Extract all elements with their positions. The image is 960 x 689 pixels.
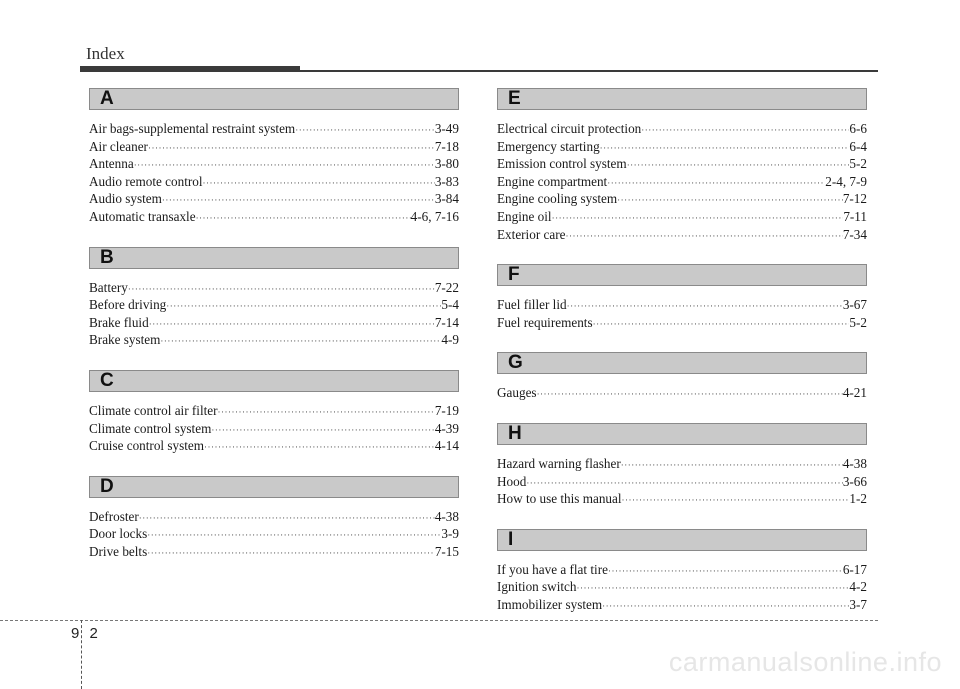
index-entry-page: 3-9 [441,526,459,542]
dot-leader [526,475,843,492]
section-letter: A [100,88,114,109]
index-entry-page: 7-22 [434,279,459,295]
index-entry[interactable] [89,121,459,139]
dot-leader [622,492,850,509]
index-entry-name: Exterior care [497,226,566,242]
index-entry[interactable] [89,191,459,209]
index-entry-page: 3-83 [434,173,459,189]
dot-leader [196,210,411,227]
index-entry-page: 7-18 [434,138,459,154]
index-entry-page: 3-49 [434,121,459,136]
index-entry-list [497,385,867,403]
index-entry-page: 6-17 [842,561,867,577]
index-entry[interactable] [89,280,459,298]
index-entry[interactable] [89,156,459,174]
section-header-e [497,88,867,110]
index-entry[interactable] [89,315,459,333]
section-header-g [497,352,867,374]
dot-leader [537,386,843,403]
index-entry-page: 3-7 [849,596,867,612]
index-entry-page: 5-2 [849,156,867,172]
index-entry-name: Brake fluid [89,314,149,330]
index-entry-name: Brake system [89,332,161,348]
index-entry[interactable] [89,526,459,544]
index-entry-name: Before driving [89,297,167,313]
dot-leader [608,563,843,580]
index-entry-name: Immobilizer system [497,596,603,612]
index-entry[interactable] [497,562,867,580]
section-header-i [497,529,867,551]
index-entry-name: Electrical circuit protection [497,121,642,136]
index-entry-name: Audio remote control [89,173,203,189]
index-entry-list [89,403,459,456]
index-entry-name: Gauges [497,385,537,401]
section-header-f [497,264,867,286]
index-entry[interactable] [497,227,867,245]
index-entry[interactable] [89,174,459,192]
footer-rule [0,620,878,621]
section-letter: D [100,475,114,497]
index-entry[interactable] [497,385,867,403]
dot-leader [139,510,435,527]
dot-leader [204,439,435,456]
index-entry-name: Hazard warning flasher [497,455,621,471]
index-entry-name: Engine cooling system [497,191,618,207]
index-entry-name: Emission control system [497,156,627,172]
index-entry[interactable] [497,456,867,474]
index-entry[interactable] [497,139,867,157]
dot-leader [565,228,842,245]
index-entry-name: Ignition switch [497,579,577,595]
index-entry-page: 7-14 [434,314,459,330]
index-entry[interactable] [497,491,867,509]
section-letter: I [508,528,514,550]
index-entry-page: 7-15 [434,543,459,559]
index-entry-page: 4-9 [441,332,459,348]
section-header-d [89,476,459,498]
dot-leader [607,175,825,192]
index-entry-name: How to use this manual [497,491,622,507]
index-entry-name: Climate control system [89,420,212,436]
index-entry-list [497,456,867,509]
index-entry-page: 7-19 [434,402,459,418]
index-entry-name: Emergency starting [497,138,600,154]
index-entry-list [89,121,459,227]
index-entry-page: 6-4 [849,138,867,154]
index-entry-name: Audio system [89,191,162,207]
dot-leader [627,157,850,174]
index-entry-name: Fuel requirements [497,314,593,330]
index-entry-page: 5-2 [849,314,867,330]
dot-leader [166,298,441,315]
dot-leader [147,527,441,544]
index-column-right [497,88,867,635]
dot-leader [567,298,843,315]
index-entry[interactable] [89,509,459,527]
index-entry[interactable] [89,544,459,562]
index-entry[interactable] [89,139,459,157]
index-entry[interactable] [497,597,867,615]
index-entry-page: 4-21 [842,385,867,401]
index-entry[interactable] [497,121,867,139]
dot-leader [617,192,843,209]
index-entry-name: Automatic transaxle [89,208,196,224]
index-entry[interactable] [497,156,867,174]
index-entry-list [89,509,459,562]
section-header-b [89,247,459,269]
index-entry[interactable] [497,191,867,209]
index-entry-name: Cruise control system [89,438,205,454]
dot-leader [211,422,434,439]
index-entry-name: Antenna [89,156,134,172]
section-letter: B [100,246,114,268]
index-entry-page: 4-6, 7-16 [410,208,459,224]
index-column-left [89,88,459,582]
index-entry[interactable] [497,297,867,315]
index-entry-page: 6-6 [849,121,867,136]
index-entry-page: 4-38 [842,455,867,471]
index-entry[interactable] [89,297,459,315]
index-entry-list [497,121,867,244]
index-entry[interactable] [89,332,459,350]
index-entry-list [497,562,867,615]
section-letter: E [508,88,521,109]
section-header-h [497,423,867,445]
page-title: Index [86,44,125,63]
index-entry[interactable] [89,438,459,456]
section-letter: G [508,352,523,374]
index-entry-page: 7-12 [842,191,867,207]
header-rule-thin [80,70,878,72]
index-entry-name: Fuel filler lid [497,297,567,313]
dot-leader [160,333,441,350]
dot-leader [203,175,435,192]
dot-leader [162,192,435,209]
index-entry-name: Door locks [89,526,148,542]
dot-leader [621,457,843,474]
index-entry-page: 7-34 [842,226,867,242]
index-entry-name: Battery [89,279,128,295]
dot-leader [128,281,435,298]
dot-leader [602,598,849,615]
section-header-c [89,370,459,392]
dot-leader [552,210,844,227]
index-entry-name: Hood [497,473,527,489]
index-entry[interactable] [497,579,867,597]
index-entry-name: Air bags-supplemental restraint system [89,121,296,136]
dot-leader [577,580,850,597]
dot-leader [218,404,435,421]
section-letter: F [508,264,520,286]
page-number: 9 2 [71,625,101,642]
index-entry-name: Engine oil [497,208,552,224]
index-entry-list [89,280,459,350]
index-entry-name: If you have a flat tire [497,561,608,577]
index-entry-page: 2-4, 7-9 [825,173,867,189]
index-entry-page: 4-14 [434,438,459,454]
index-entry-page: 3-84 [434,191,459,207]
dot-leader [148,140,435,157]
index-entry[interactable] [89,403,459,421]
index-entry[interactable] [497,174,867,192]
index-entry-page: 3-80 [434,156,459,172]
index-entry[interactable] [497,209,867,227]
dot-leader [147,545,435,562]
index-entry-name: Drive belts [89,543,148,559]
dot-leader [600,140,850,157]
section-header-a [89,88,459,110]
index-entry-page: 4-2 [849,579,867,595]
index-entry-page: 5-4 [441,297,459,313]
index-entry-page: 1-2 [849,491,867,507]
index-entry-page: 4-38 [434,508,459,524]
dot-leader [593,316,850,333]
index-entry-name: Engine compartment [497,173,608,189]
index-entry[interactable] [497,315,867,333]
index-entry-page: 7-11 [843,208,867,224]
index-entry-name: Climate control air filter [89,402,218,418]
section-letter: C [100,369,114,391]
dot-leader [134,157,435,174]
index-entry-page: 4-39 [434,420,459,436]
index-entry[interactable] [497,474,867,492]
section-letter: H [508,422,522,444]
index-entry-name: Air cleaner [89,138,148,154]
index-entry-list [497,297,867,332]
dot-leader [149,316,435,333]
index-entry[interactable] [89,421,459,439]
index-entry-name: Defroster [89,508,139,524]
watermark: carmanualsonline.info [668,647,942,677]
index-entry-page: 3-67 [842,297,867,313]
dot-leader [295,122,435,139]
dot-leader [641,122,849,139]
index-entry-page: 3-66 [842,473,867,489]
index-entry[interactable] [89,209,459,227]
